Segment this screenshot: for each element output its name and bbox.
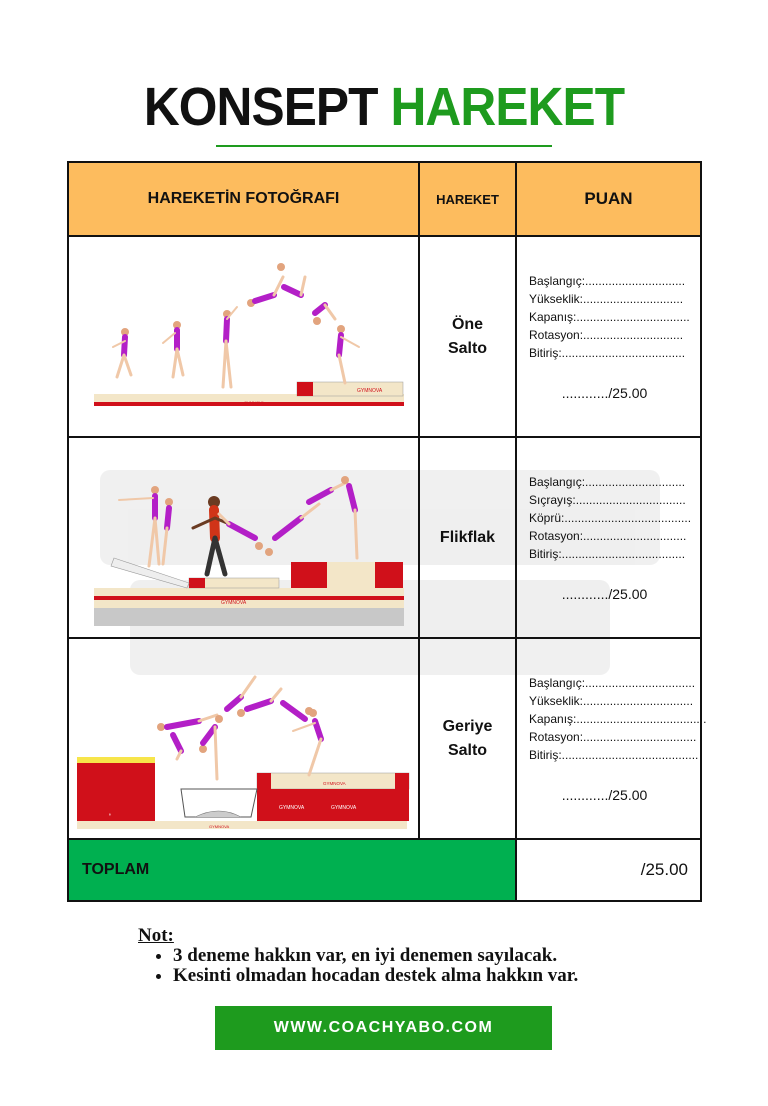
criterion-line: Rotasyon:.................................. [529,729,697,744]
criterion-line: Rotasyon:.............................. [529,327,684,342]
move-name-cell [419,437,516,638]
criterion-label: Başlangıç: [529,675,586,690]
move-name-line2: Salto [447,741,488,759]
title-word-konsept: KONSEPT [143,77,378,137]
criterion-label: Köprü: [529,510,565,525]
website-link-button[interactable]: WWW.COACHYABO.COM [215,1006,552,1050]
mat-brand-label: GYMNOVA [279,805,305,811]
total-value: /25.00 [516,839,701,901]
header-move: HAREKET [419,162,516,236]
criterion-label: Başlangıç: [529,474,586,489]
total-label: TOPLAM [68,839,516,901]
floor-brand-label: GYMNOVA [209,824,230,829]
note-list [138,946,578,986]
criterion-label: Bitiriş: [529,345,562,360]
floor-brand-label: GYMNOVA [244,400,265,405]
criterion-line: Başlangıç:................................. [529,675,696,690]
criterion-label: Bitiriş: [529,546,562,561]
box-brand-label: ₑ [109,811,111,817]
move-name-line1: Geriye [442,717,493,735]
flikflak-illustration [68,437,419,638]
page-title [31,78,738,136]
table-row [68,437,701,638]
criterion-label: Yükseklik: [529,291,584,306]
note-item: • Kesinti olmadan hocadan destek alma hakkın var. [173,966,578,986]
criterion-label: Başlangıç: [529,273,586,288]
criterion-label: Sıçrayış: [529,492,576,507]
criterion-label: Rotasyon: [529,729,584,744]
criterion-line: Yükseklik:.............................. [529,291,684,306]
criterion-label: Bitiriş: [529,747,562,762]
criterion-line: Yükseklik:................................. [529,693,694,708]
row-score: ............/25.00 [561,786,648,803]
criterion-line: Köprü:...................................... [529,510,692,525]
floor-brand-label: GYMNOVA [221,600,247,606]
criterion-line: Başlangıç:.............................. [529,474,686,489]
criterion-line: Bitiriş:..................................... [529,345,686,360]
mat-brand-label: GYMNOVA [357,388,383,394]
move-name-line2: Salto [447,339,488,357]
mat-brand-label: GYMNOVA [331,805,357,811]
row-score: ............/25.00 [561,585,648,602]
total-row [68,839,701,901]
table-header-row [68,162,701,236]
criterion-line: Sıçrayış:................................. [529,492,686,507]
mat-brand-label: GYMNOVA [323,781,346,786]
note-section [138,926,578,986]
evaluation-table [67,161,707,902]
criterion-line: Kapanış:.................................. [529,309,690,324]
note-title: Not: [138,925,174,946]
criterion-line: Kapanış:....................................... [529,711,707,726]
move-name-cell [419,236,516,437]
criteria-cell [516,638,707,839]
table-row [68,638,701,839]
move-name-line1: Flikflak [439,528,496,546]
criterion-label: Kapanış: [529,711,577,726]
criteria-cell [516,437,701,638]
criterion-line: Rotasyon:............................... [529,528,687,543]
criterion-line: Başlangıç:.............................. [529,273,686,288]
criterion-label: Rotasyon: [529,528,584,543]
criterion-label: Yükseklik: [529,693,584,708]
criterion-label: Rotasyon: [529,327,584,342]
criterion-line: Bitiriş:......................................... [529,747,699,762]
note-item: • 3 deneme hakkın var, en iyi denemen sayılacak. [173,946,578,966]
title-word-hareket: HAREKET [390,77,625,137]
back-salto-illustration [68,638,419,839]
row-score: ............/25.00 [561,384,648,401]
table-row [68,236,701,437]
front-salto-figure [69,237,416,436]
header-score: PUAN [516,162,701,236]
flikflak-figure [69,438,416,637]
title-underline [216,145,552,147]
criteria-cell [516,236,701,437]
criterion-label: Kapanış: [529,309,577,324]
criterion-line: Bitiriş:..................................... [529,546,686,561]
front-salto-illustration [68,236,419,437]
move-name-line1: Öne [451,315,484,333]
move-name-cell [419,638,516,839]
back-salto-figure [69,639,416,838]
header-photo: HAREKETİN FOTOĞRAFI [68,162,419,236]
